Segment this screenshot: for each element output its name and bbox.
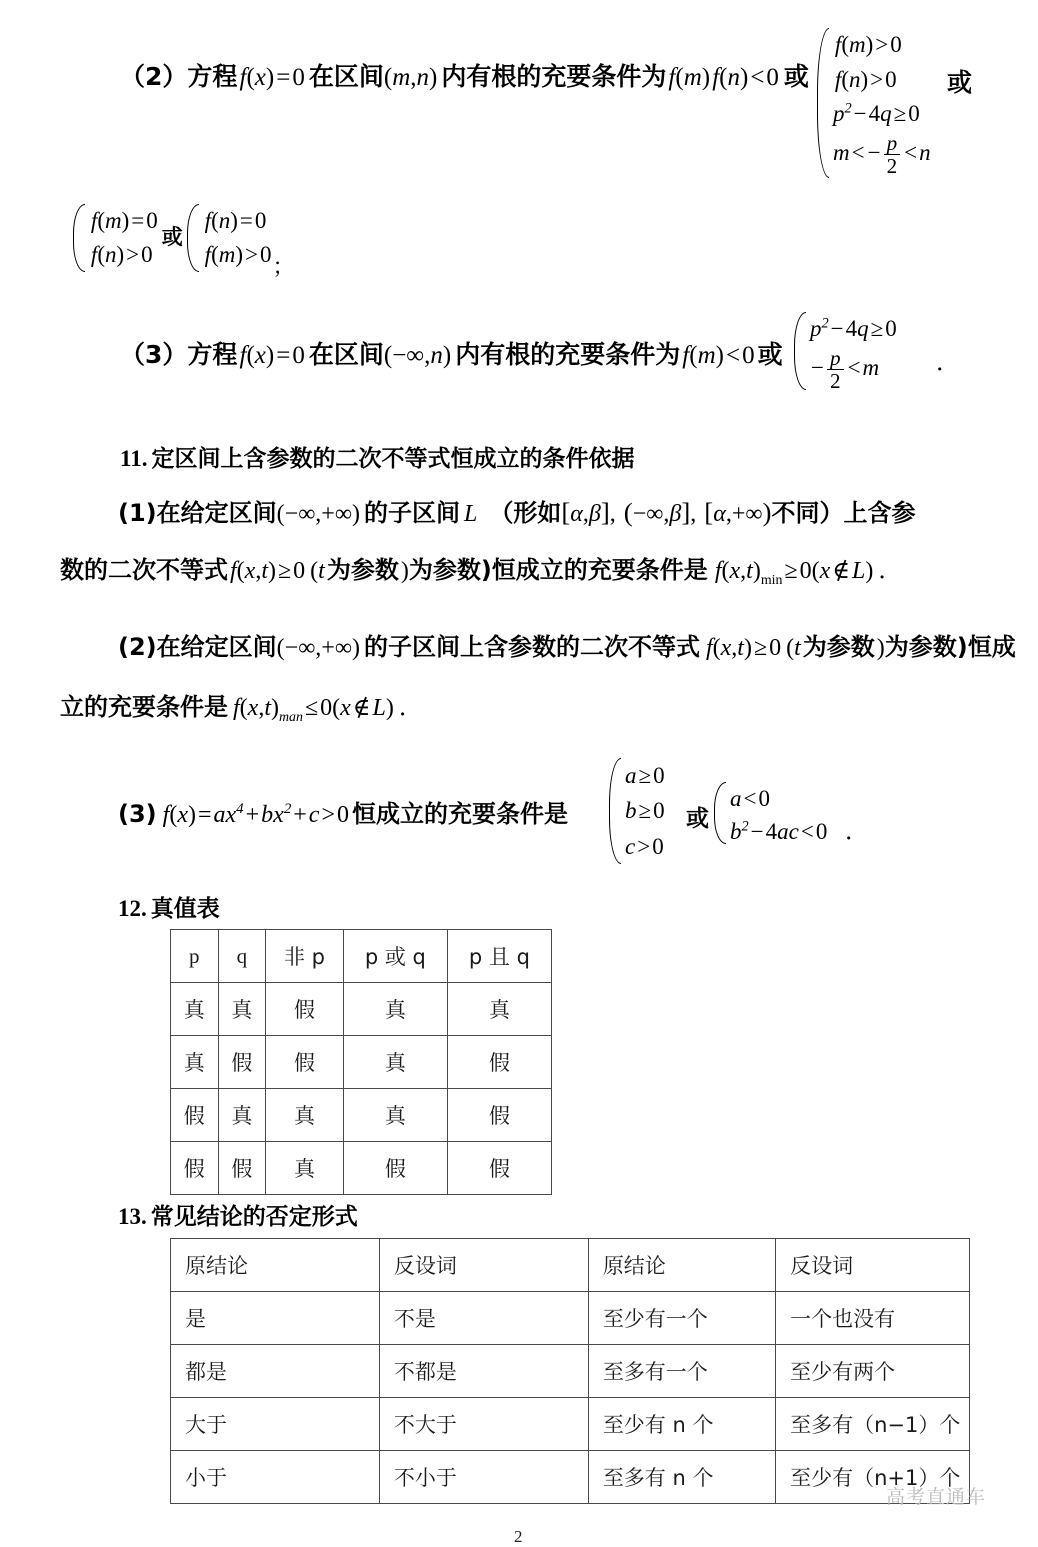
cell-not-p: 真 xyxy=(266,1142,344,1195)
cell-q: 真 xyxy=(218,1089,266,1142)
cell-p: 假 xyxy=(171,1142,219,1195)
item2-case-2: f(n)>0 xyxy=(833,66,897,92)
item3-text-a: 方程 xyxy=(187,340,238,369)
cell-p: 真 xyxy=(171,1036,219,1089)
th-p-or-q: p 或 q xyxy=(343,930,447,983)
item2-text-c: 内有根的充要条件为 xyxy=(441,62,667,91)
sub3-right-1: a<0 xyxy=(730,786,770,811)
cell-negation-2: 一个也没有 xyxy=(776,1292,970,1345)
sub3-text: 恒成立的充要条件是 xyxy=(352,800,568,828)
sub2-label: (2) xyxy=(118,633,157,661)
sub2-text-a: 在给定区间 xyxy=(156,633,277,661)
case-brace-icon xyxy=(817,28,829,178)
sub2-l2-text-a: 立的充要条件是 xyxy=(60,693,228,721)
cell-p-or-q: 真 xyxy=(343,1036,447,1089)
sub1-text-d: 不同）上含参 xyxy=(771,499,916,527)
cell-q: 假 xyxy=(218,1142,266,1195)
item3-cases xyxy=(793,312,898,393)
item2-text-a: 方程 xyxy=(187,62,238,91)
th-original-2: 原结论 xyxy=(588,1239,775,1292)
section11-sub2-line1: (2)在给定区间(−∞,+∞) 的子区间上含参数的二次不等式 f(x,t)≥0 (t为参数)为参数)恒成 xyxy=(118,633,1016,661)
cell-original-2: 至多有一个 xyxy=(588,1345,775,1398)
cell-original-1: 是 xyxy=(171,1292,380,1345)
sub1-l2-end: ． xyxy=(878,558,903,584)
section11-sub1-line2: 数的二次不等式 f(x,t)≥0 (t为参数)为参数)恒成立的充要条件是 $f(x,t)_{min}\ge 0(x\notin L)$ ． xyxy=(60,556,903,588)
section11-sub2-line2: 立的充要条件是 $f(x,t)_{man}\le 0(x\notin L)$ ． xyxy=(60,693,423,725)
cell-negation-1: 不大于 xyxy=(379,1398,588,1451)
section-13-heading xyxy=(118,1198,358,1231)
section11-sub3-terminator: ． xyxy=(845,819,869,845)
item3-case-2: − $\frac{p}{2}$ <m xyxy=(811,345,880,393)
cell-q: 假 xyxy=(218,1036,266,1089)
sub1-l2-text-a: 数的二次不等式 xyxy=(60,556,228,584)
watermark: 高考直通车 xyxy=(886,1486,987,1508)
cell-p-or-q: 真 xyxy=(343,1089,447,1142)
sub2-text-d: 为参数)恒成 xyxy=(884,633,1016,661)
sub3-right-2: $b^2-4ac<0$ xyxy=(730,818,828,845)
item3-text-c: 内有根的充要条件为 xyxy=(455,340,681,369)
cell-q: 真 xyxy=(218,983,266,1036)
table-row xyxy=(171,983,552,1036)
cell-p: 真 xyxy=(171,983,219,1036)
section-11-heading xyxy=(120,440,634,473)
item2-continuation xyxy=(72,204,295,279)
sub1-l2-text-c: 为参数)恒成立的充要条件是 xyxy=(408,556,708,584)
cell-original-1: 都是 xyxy=(171,1345,380,1398)
section11-sub3-line: (3) $f(x)=ax^4+bx^2+c>0$ 恒成立的充要条件是 xyxy=(118,800,568,828)
item2-case-3: $p^2-4q\ge 0$ xyxy=(833,100,920,127)
cell-original-2: 至少有 n 个 xyxy=(588,1398,775,1451)
item3-label: （3） xyxy=(120,340,188,369)
th-original-1: 原结论 xyxy=(171,1239,380,1292)
cell-negation-1: 不都是 xyxy=(379,1345,588,1398)
item2-cases xyxy=(816,28,932,178)
cell-negation-1: 不小于 xyxy=(379,1451,588,1504)
item2c-terminator: ； xyxy=(272,253,295,279)
cell-original-1: 小于 xyxy=(171,1451,380,1504)
case-brace-icon xyxy=(73,204,85,272)
cell-p-or-q: 真 xyxy=(343,983,447,1036)
section-11-number: 11. xyxy=(120,446,148,471)
item2c-right-1: f(n)=0 xyxy=(202,208,267,234)
cell-p-or-q: 假 xyxy=(343,1142,447,1195)
item2-or-1: 或 xyxy=(783,62,809,91)
th-negation-1: 反设词 xyxy=(379,1239,588,1292)
sub2-text-b: 的子区间上含参数的二次不等式 xyxy=(363,633,700,661)
th-q: q xyxy=(218,930,266,983)
table-row xyxy=(171,1398,970,1451)
case-brace-icon xyxy=(609,758,621,864)
sub3-label: (3) xyxy=(118,800,157,828)
cell-negation-2: 至少有（n+1）个 xyxy=(776,1451,970,1504)
section-12-number: 12. xyxy=(118,896,147,921)
section-11-title: 定区间上含参数的二次不等式恒成立的条件依据 xyxy=(151,446,635,472)
case-brace-icon xyxy=(187,204,199,272)
table-header-row xyxy=(171,930,552,983)
th-p-and-q: p 且 q xyxy=(447,930,551,983)
sub2-l2-end: ． xyxy=(398,695,423,721)
sub3-left-2: b≥0 xyxy=(625,798,665,824)
truth-table xyxy=(170,929,552,1195)
section-12-title: 真值表 xyxy=(150,896,220,922)
sub1-text-c: （形如 xyxy=(489,499,562,527)
table-header-row xyxy=(171,1239,970,1292)
page-number: 2 xyxy=(514,1527,523,1546)
sub3-left-1: a≥0 xyxy=(625,762,665,788)
item3-line: （3）方程 f(x)=0 在区间(−∞,n) 内有根的充要条件为 f(m)<0 或 xyxy=(120,340,783,369)
th-p: p xyxy=(171,930,219,983)
item2-text-b: 在区间 xyxy=(308,62,384,91)
cell-not-p: 假 xyxy=(266,1036,344,1089)
cell-not-p: 真 xyxy=(266,1089,344,1142)
cell-p-and-q: 假 xyxy=(447,1089,551,1142)
th-not-p: 非 p xyxy=(266,930,344,983)
cell-not-p: 假 xyxy=(266,983,344,1036)
cell-p-and-q: 假 xyxy=(447,1036,551,1089)
item3-terminator: ． xyxy=(936,350,960,376)
sub1-label: (1) xyxy=(118,499,157,527)
item2c-left-2: f(n)>0 xyxy=(89,242,153,268)
section11-sub3-cases xyxy=(608,758,666,864)
sub1-text-b: 的子区间 xyxy=(363,499,460,527)
item2c-left-1: f(m)=0 xyxy=(89,208,158,234)
table-row xyxy=(171,1345,970,1398)
cell-negation-2: 至多有（n−1）个 xyxy=(776,1398,970,1451)
cell-negation-1: 不是 xyxy=(379,1292,588,1345)
item2-line: （2）方程 f(x)=0 在区间(m,n) 内有根的充要条件为 f(m) f(n)<0 或 xyxy=(120,62,809,91)
item3-or: 或 xyxy=(757,340,783,369)
case-brace-icon xyxy=(794,312,806,390)
sub1-text-a: 在给定区间 xyxy=(156,499,277,527)
item2-case-4: m< − $\frac{p}{2}$ <n xyxy=(833,130,931,178)
item2-case-1: f(m)>0 xyxy=(833,32,902,58)
cell-original-1: 大于 xyxy=(171,1398,380,1451)
section11-sub3-or: 或 xyxy=(686,806,709,832)
th-negation-2: 反设词 xyxy=(776,1239,970,1292)
table-row xyxy=(171,1142,552,1195)
cell-negation-2: 至少有两个 xyxy=(776,1345,970,1398)
item2c-right-2: f(m)>0 xyxy=(202,242,272,268)
cell-p-and-q: 假 xyxy=(447,1142,551,1195)
section11-sub3-cases-right xyxy=(713,782,828,844)
item3-text-b: 在区间 xyxy=(308,340,384,369)
cell-original-2: 至少有一个 xyxy=(588,1292,775,1345)
negation-forms-table xyxy=(170,1238,970,1504)
sub3-left-3: c>0 xyxy=(625,833,664,859)
item3-case-1: $p^2-4q\ge 0$ xyxy=(810,315,897,341)
section-13-title: 常见结论的否定形式 xyxy=(150,1204,358,1230)
section-13-number: 13. xyxy=(118,1204,147,1229)
item2c-or: 或 xyxy=(161,225,183,250)
section11-sub1-line1: (1)在给定区间(−∞,+∞) 的子区间 L （形如[α,β], (−∞,β], [α,+∞)不同）上含参 xyxy=(118,497,916,527)
cell-p: 假 xyxy=(171,1089,219,1142)
table-row xyxy=(171,1089,552,1142)
section-12-heading xyxy=(118,890,220,923)
item2-or-2: 或 xyxy=(947,68,973,97)
item2-label: （2） xyxy=(120,62,188,91)
table-row xyxy=(171,1036,552,1089)
table-row xyxy=(171,1451,970,1504)
table-row xyxy=(171,1292,970,1345)
case-brace-icon xyxy=(714,782,726,844)
cell-original-2: 至多有 n 个 xyxy=(588,1451,775,1504)
cell-p-and-q: 真 xyxy=(447,983,551,1036)
